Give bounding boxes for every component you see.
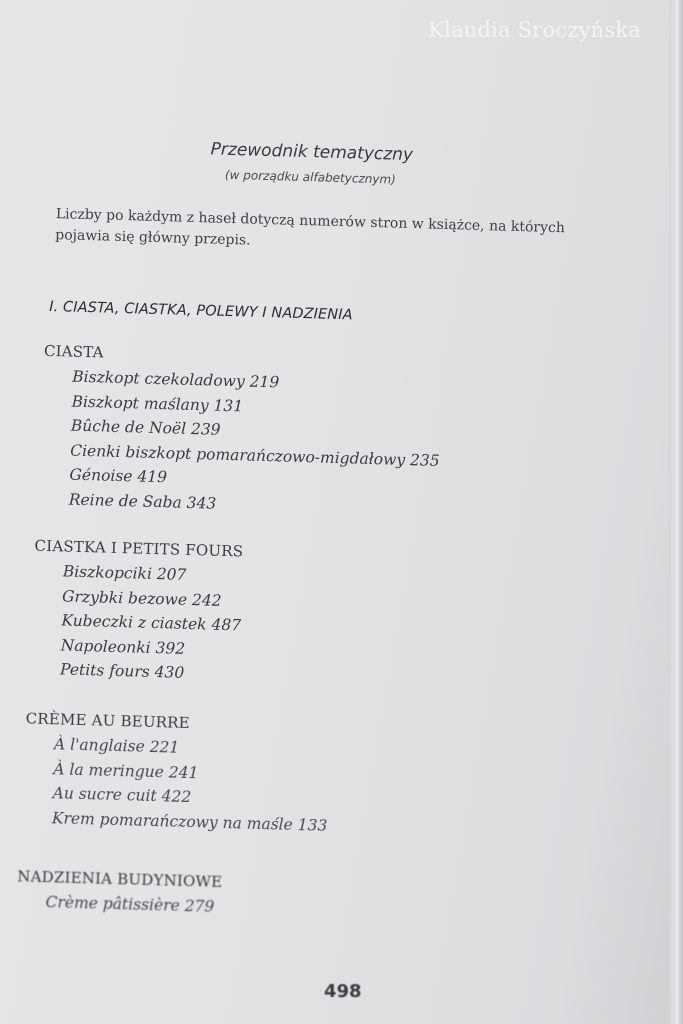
group-heading: CIASTKA I PETITS FOURS xyxy=(34,536,244,561)
group-items xyxy=(40,364,442,522)
index-entry: Biszkopciki 207 xyxy=(62,562,187,584)
index-entry: Krem pomarańczowy na maśle 133 xyxy=(51,808,328,835)
index-entry: Napoleonki 392 xyxy=(60,635,186,658)
index-entry: Reine de Saba 343 xyxy=(68,490,217,513)
intro-paragraph: Liczby po każdym z haseł dotyczą numerów stron w książce, na których pojawia się główny przepis. xyxy=(55,206,566,249)
index-entry: Kubeczki z ciastek 487 xyxy=(61,611,242,635)
index-entry: Petits fours 430 xyxy=(59,660,185,682)
page-subtitle: (w porządku alfabetycznym) xyxy=(224,167,397,187)
index-group-creme-au-beurre xyxy=(23,709,331,837)
page-title: Przewodnik tematyczny xyxy=(210,139,414,166)
group-items xyxy=(16,889,222,919)
group-items xyxy=(23,731,330,837)
index-entry: Grzybki bezowe 242 xyxy=(61,586,222,610)
group-heading: NADZIENIA BUDYNIOWE xyxy=(17,867,223,891)
group-heading: CRÈME AU BEURRE xyxy=(25,709,191,733)
watermark: Klaudia Sroczyńska xyxy=(428,18,641,42)
index-group-nadzienia xyxy=(16,867,222,919)
index-entry: Cienki biszkopt pomarańczowo-migdałowy 235 xyxy=(69,441,440,470)
section-title: I. CIASTA, CIASTKA, POLEWY I NADZIENIA xyxy=(49,298,353,324)
index-group-ciasta xyxy=(40,342,443,522)
index-entry: Génoise 419 xyxy=(69,465,168,487)
index-entry: Crème pâtissière 279 xyxy=(45,893,215,916)
index-entry: Bûche de Noël 239 xyxy=(70,416,221,439)
index-entry: À la meringue 241 xyxy=(53,759,199,782)
index-entry: Biszkopt czekoladowy 219 xyxy=(72,367,280,392)
group-items xyxy=(31,559,243,687)
page-number: 498 xyxy=(324,981,362,1002)
index-entry: Biszkopt maślany 131 xyxy=(71,392,244,415)
index-entry: Au sucre cuit 422 xyxy=(52,784,192,807)
index-entry: À l'anglaise 221 xyxy=(53,735,180,757)
index-group-ciastka xyxy=(31,537,244,687)
group-heading: CIASTA xyxy=(43,341,104,362)
